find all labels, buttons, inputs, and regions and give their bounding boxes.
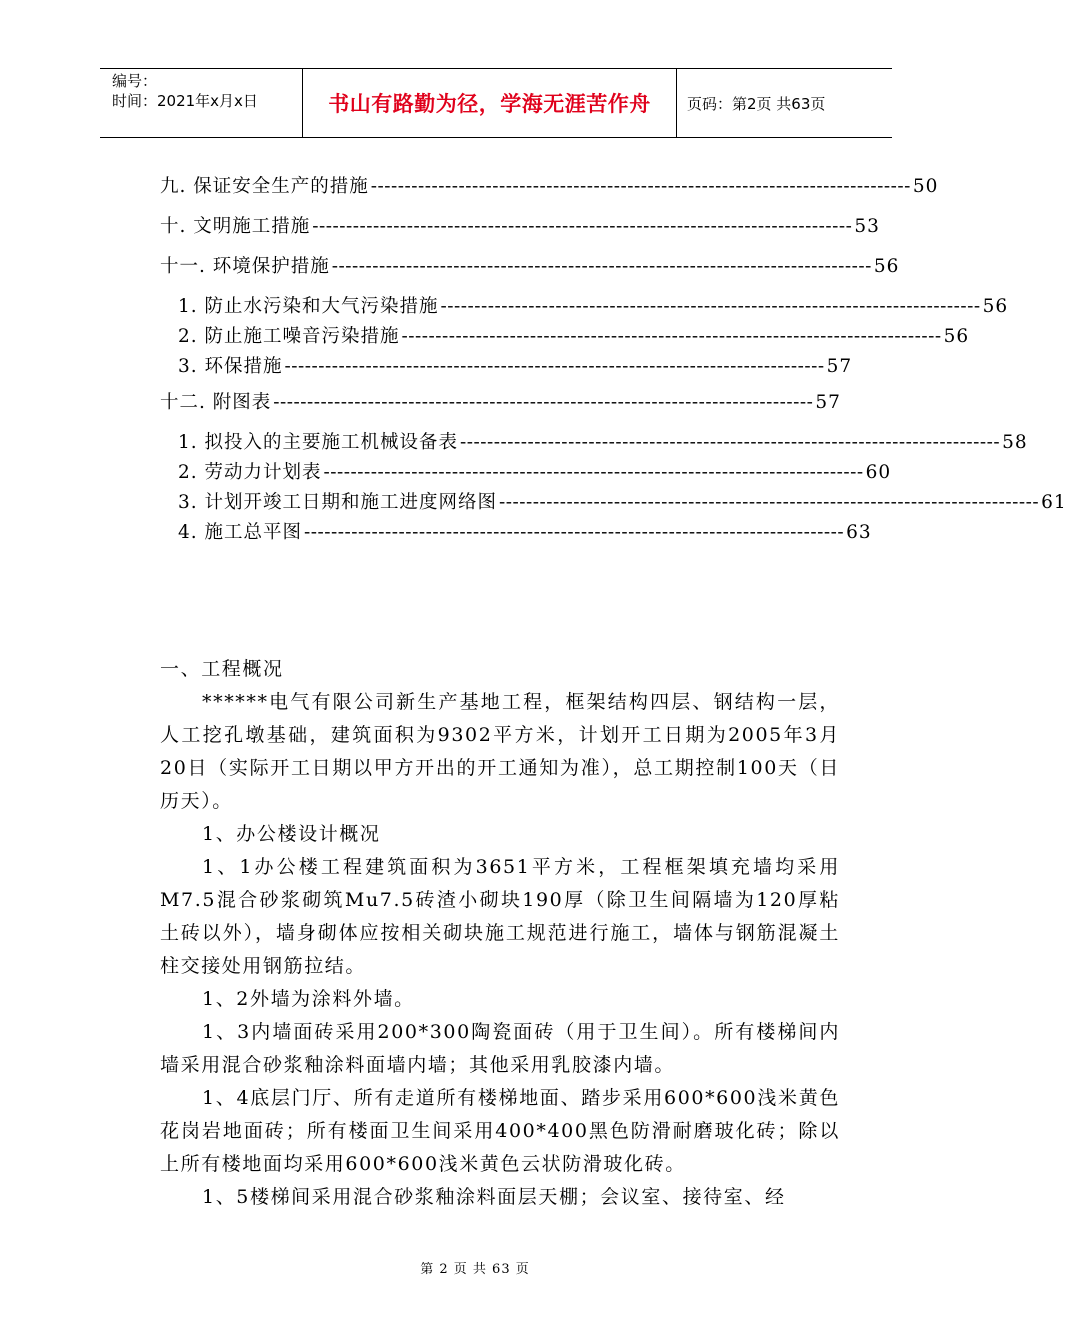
toc-subentry-title: 2. 劳动力计划表	[178, 462, 322, 483]
toc-entry-page: 57	[815, 392, 841, 413]
toc-leader: --------------------------------------------------------------------------------	[304, 522, 845, 543]
toc-subentry	[160, 518, 872, 548]
header-page-label: 页码：第2页 共63页	[687, 94, 826, 113]
number-label: 编号：	[112, 72, 158, 90]
toc-subentry-title: 2. 防止施工噪音污染措施	[178, 326, 400, 347]
toc-leader: --------------------------------------------------------------------------------	[331, 256, 872, 277]
toc-entry-title: 十二. 附图表	[160, 392, 272, 413]
toc-entry-title: 十一. 环境保护措施	[160, 256, 330, 277]
toc-leader: --------------------------------------------------------------------------------	[440, 296, 981, 317]
paragraph: 1、1办公楼工程建筑面积为3651平方米，工程框架填充墙均采用M7.5混合砂浆砌筑Mu7.5砖渣小砌块190厚（除卫生间隔墙为120厚粘土砖以外），墙身砌体应按相关砌块施工规范进行施工，墙体与钢筋混凝土柱交接处用钢筋拉结。	[160, 856, 840, 977]
toc-subentry	[160, 352, 853, 382]
paragraph: 1、5楼梯间采用混合砂浆釉涂料面层天棚；会议室、接待室、经	[202, 1186, 786, 1208]
page-footer: 第 2 页 共 63 页	[420, 1262, 530, 1277]
toc-subentry-title: 4. 施工总平图	[178, 522, 303, 543]
toc-leader: --------------------------------------------------------------------------------	[499, 492, 1040, 513]
toc-entry	[160, 172, 939, 212]
toc-subentry-title: 3. 计划开竣工日期和施工进度网络图	[178, 492, 498, 513]
header-motto: 书山有路勤为径，学海无涯苦作舟	[303, 69, 677, 137]
toc-leader: --------------------------------------------------------------------------------	[273, 392, 814, 413]
toc-entry-page: 50	[912, 176, 939, 197]
paragraph: ******电气有限公司新生产基地工程，框架结构四层、钢结构一层，人工挖孔墩基础，建筑面积为9302平方米，计划开工日期为2005年3月20日（实际开工日期以甲方开出的开工通知为准），总工期控制100天（日历天）。	[160, 691, 840, 812]
toc-leader: --------------------------------------------------------------------------------	[460, 432, 1001, 453]
toc-leader: --------------------------------------------------------------------------------	[401, 326, 942, 347]
toc-leader: --------------------------------------------------------------------------------	[312, 216, 853, 237]
toc-subentry-page: 63	[846, 522, 872, 543]
toc-entry	[160, 252, 900, 292]
toc-subentry-title: 1. 防止水污染和大气污染措施	[178, 296, 439, 317]
toc-subentry-title: 3. 环保措施	[178, 356, 283, 377]
toc-entry	[160, 212, 880, 252]
toc-subentry-page: 61	[1041, 492, 1067, 513]
toc-subentry-page: 60	[865, 462, 892, 483]
toc-subentry	[160, 292, 1009, 322]
section-heading: 一、工程概况	[160, 658, 284, 680]
toc-subentry-page: 56	[943, 326, 970, 347]
toc-subentry-title: 1. 拟投入的主要施工机械设备表	[178, 432, 459, 453]
paragraph: 1、3内墙面砖采用200*300陶瓷面砖（用于卫生间）。所有楼梯间内墙采用混合砂浆釉涂料面墙内墙；其他采用乳胶漆内墙。	[160, 1021, 840, 1076]
toc-entry-page: 53	[854, 216, 880, 237]
toc-leader: --------------------------------------------------------------------------------	[323, 462, 864, 483]
time-label: 时间：2021年x月x日	[112, 92, 258, 110]
toc-subentry	[160, 322, 970, 352]
body-text	[160, 653, 840, 1214]
toc-subentry	[160, 458, 892, 488]
subsection-heading: 1、办公楼设计概况	[202, 823, 381, 845]
page-header	[100, 68, 892, 138]
header-info	[100, 69, 303, 137]
toc-leader: --------------------------------------------------------------------------------	[284, 356, 825, 377]
toc-entry-page: 56	[873, 256, 900, 277]
toc-subentry-page: 56	[982, 296, 1009, 317]
toc-subentry	[160, 488, 1067, 518]
toc-entry-title: 十. 文明施工措施	[160, 216, 311, 237]
paragraph: 1、4底层门厅、所有走道所有楼梯地面、踏步采用600*600浅米黄色花岗岩地面砖；所有楼面卫生间采用400*400黑色防滑耐磨玻化砖；除以上所有楼地面均采用600*600浅米黄色云状防滑玻化砖。	[160, 1087, 840, 1175]
toc-subentry-page: 58	[1002, 432, 1028, 453]
toc-entry	[160, 388, 841, 428]
toc-subentry-page: 57	[826, 356, 853, 377]
toc-entry-title: 九. 保证安全生产的措施	[160, 176, 369, 197]
paragraph: 1、2外墙为涂料外墙。	[202, 988, 415, 1010]
toc-subentry	[160, 428, 1028, 458]
table-of-contents	[160, 172, 1067, 548]
toc-leader: --------------------------------------------------------------------------------	[370, 176, 911, 197]
